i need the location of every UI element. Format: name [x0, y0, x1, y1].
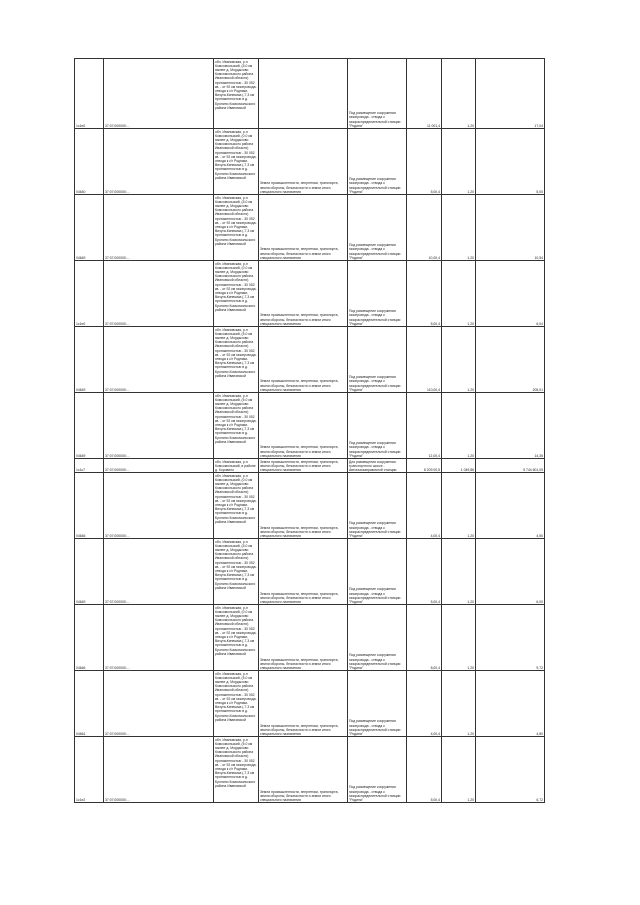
plot-id-cell-text: 04649 [76, 599, 86, 604]
permitted-use-cell-text: Под размещение сооружения газопровода - отвода к газораспределительной станции "Родина" [349, 375, 401, 392]
area-cell [407, 459, 442, 473]
area-cell-text: 5,00,4 [430, 321, 440, 326]
land-category-cell [259, 129, 348, 195]
area-cell-text: 11 001,4 [427, 123, 440, 128]
cadastral-number-cell-text: 37:07:000000:... [105, 189, 130, 194]
plot-id-cell [75, 473, 104, 539]
sum-cell-text: 10,54 [534, 255, 543, 260]
plot-id-cell-text: 04646 [76, 665, 86, 670]
land-category-cell [259, 671, 348, 737]
area-cell-text: 5,00,4 [430, 189, 440, 194]
cadastral-number-cell [104, 737, 214, 803]
land-category-cell [259, 473, 348, 539]
plot-id-cell [75, 459, 104, 473]
sum-cell-text: 4,80 [536, 731, 543, 736]
permitted-use-cell-text: Под размещение сооружения газопровода - отвода к газораспределительной станции "Родина" [349, 243, 401, 260]
land-category-cell-text: Земли промышленности, энергетики, транспорта, земли обороны, безопасности и земли иного специального назначения [260, 789, 339, 802]
land-category-cell-text: Земли промышленности, энергетики, транспорта, земли обороны, безопасности и земли иного специального назначения [260, 247, 339, 260]
area-cell [407, 605, 442, 671]
plot-id-cell-text: 1c1e2 [76, 797, 86, 802]
rate-cell [442, 605, 476, 671]
permitted-use-cell [348, 605, 407, 671]
sum-cell-text: 14,35 [534, 453, 543, 458]
land-category-cell-text: Земли промышленности, энергетики, транспорта, земли обороны, безопасности и земли иного специального назначения [260, 181, 339, 194]
land-category-cell-text: Земли промышленности, энергетики, транспорта, земли обороны, безопасности и земли иного специального назначения [260, 525, 339, 538]
cadastral-number-cell-text: 37:07:000000:... [105, 387, 130, 392]
permitted-use-cell-text: Под размещение сооружения газопровода - отвода к газораспределительной станции "Родина" [349, 309, 401, 326]
table-row [75, 129, 545, 195]
address-cell [214, 737, 259, 803]
land-category-cell-text: Земли промышленности, энергетики, транспорта, земли обороны, безопасности и земли иного специального назначения [260, 657, 339, 670]
table-row [75, 459, 545, 473]
permitted-use-cell [348, 473, 407, 539]
rate-cell-text: 1,20 [467, 387, 474, 392]
area-cell-text: 10,00,4 [428, 255, 440, 260]
cadastral-number-cell [104, 473, 214, 539]
permitted-use-cell-text: Для размещения сооружения транспортного шоссе - Автогазозаправочной станции [349, 459, 397, 472]
plot-id-cell [75, 59, 104, 129]
address-cell [214, 459, 259, 473]
address-cell [214, 605, 259, 671]
rate-cell-text: 1,20 [467, 189, 474, 194]
rate-cell [442, 473, 476, 539]
rate-cell-text: 1 049,86 [460, 467, 474, 472]
plot-id-cell [75, 539, 104, 605]
permitted-use-cell [348, 737, 407, 803]
address-cell-text: обл. Ивановская, р-н Комсомольский, (0.0 км южнее д. Мордыхово Комсомольского района Ивановской области) протяженностью - 30 052 кв. - от 92 км газопровода-отвода к с/г Родники-Вичуга-Кинешма (-7,3 км протяженностью в д. Бронино Комсомольского района Ивановской [215, 129, 257, 180]
rate-cell [442, 459, 476, 473]
rate-cell [442, 327, 476, 393]
area-cell-text: 4,00,4 [430, 533, 440, 538]
land-category-cell [259, 737, 348, 803]
plot-id-cell [75, 393, 104, 459]
area-cell-text: 12,00,4 [428, 453, 440, 458]
area-cell [407, 671, 442, 737]
table-row [75, 671, 545, 737]
permitted-use-cell [348, 393, 407, 459]
area-cell-text: 5,00,4 [430, 599, 440, 604]
rate-cell [442, 393, 476, 459]
table-row [75, 473, 545, 539]
land-category-cell-text: Земли промышленности, энергетики, транспорта, земли обороны, безопасности и земли иного специального назначения [260, 591, 339, 604]
rate-cell-text: 1,20 [467, 599, 474, 604]
cadastral-number-cell-text: 37:07:000000:... [105, 453, 130, 458]
area-cell [407, 59, 442, 129]
rate-cell [442, 195, 476, 261]
sum-cell [476, 195, 545, 261]
permitted-use-cell-text: Под размещение сооружения газопровода - отвода к газораспределительной станции "Родина" [349, 653, 401, 670]
cadastral-number-cell-text: 37:07:000000:... [105, 321, 130, 326]
table-row [75, 605, 545, 671]
land-category-cell [259, 605, 348, 671]
area-cell-text: 5,00,4 [430, 797, 440, 802]
area-cell-text: 8,00,4 [430, 665, 440, 670]
land-plots-table [74, 58, 545, 803]
rate-cell-text: 1,20 [467, 533, 474, 538]
permitted-use-cell [348, 539, 407, 605]
sum-cell-text: 4,50 [536, 533, 543, 538]
rate-cell [442, 59, 476, 129]
sum-cell [476, 393, 545, 459]
address-cell-text: обл. Ивановская, р-н Комсомольский, (5.0 км южнее д. Мордыхово Комсомольского района Ивановской области) протяженностью - 30 052 кв. - от 92 км газопровода-отвода к с/г Родники-Вичуга-Кинешма (-7,3 км протяженностью в д. Бронино Комсомольского района Ивановской [215, 393, 257, 444]
table-row [75, 261, 545, 327]
rate-cell-text: 1,20 [467, 255, 474, 260]
address-cell-text: обл. Ивановская, р-н Комсомольский, (0.0 км южнее д. Мордыхово Комсомольского района Ивановской области) протяженностью - 30 052 кв. - от 92 км газопровода-отвода к с/г Родники-Вичуга-Кинешма (-7,3 км протяженностью в д. Бронино Комсомольского района Ивановской [215, 473, 257, 524]
address-cell [214, 129, 259, 195]
cadastral-number-cell [104, 539, 214, 605]
land-category-cell [259, 195, 348, 261]
sum-cell-text: 5,00 [536, 189, 543, 194]
permitted-use-cell-text: Под размещение сооружения газопровода - отвода к газораспределительной станции "Родина" [349, 441, 401, 458]
cadastral-number-cell [104, 195, 214, 261]
address-cell-text: обл. Ивановская, р-н Комсомольский, (5.0 км южнее д. Мордыхово Комсомольского района Ивановской области) протяженностью - 30 052 кв. - от 92 км газопровода-отвода к с/г Родники-Вичуга-Кинешма (-7,3 км протяженностью в д. Бронино Комсомольского района Ивановской [215, 671, 257, 722]
permitted-use-cell-text: Под размещение сооружения газопровода - отвода к газораспределительной станции "Родина" [349, 587, 401, 604]
permitted-use-cell [348, 459, 407, 473]
cadastral-number-cell [104, 393, 214, 459]
rate-cell [442, 129, 476, 195]
plot-id-cell-text: 1c1e0 [76, 123, 86, 128]
sum-cell [476, 605, 545, 671]
address-cell [214, 393, 259, 459]
address-cell-text: обл. Ивановская, р-н Комсомольский, (5.0 км южнее д. Мордыхово Комсомольского района Ивановской области) протяженностью - 30 052 кв. - от 92 км газопровода-отвода к с/г Родники-Вичуга-Кинешма (-7,3 км протяженностью в д. Бронино Комсомольского района Ивановской [215, 539, 257, 590]
cadastral-number-cell-text: 37:07:000000:... [105, 123, 130, 128]
address-cell-text: обл. Ивановская, р-н Комсомольский, (0.0 км южнее д. Мордыхово Комсомольского района Ивановской области) протяженностью - 30 052 кв. - от 92 км газопровода-отвода к с/г Родники-Вичуга-Кинешма (-7,3 км протяженностью в д. Бронино Комсомольского района Ивановской [215, 261, 257, 312]
sum-cell [476, 261, 545, 327]
plot-id-cell-text: 1c1e0 [76, 321, 86, 326]
permitted-use-cell-text: Под размещение сооружения газопровода - отвода к газораспределительной станции "Родина" [349, 785, 401, 802]
sum-cell-text: 9,72 [536, 665, 543, 670]
address-cell-text: обл. Ивановская, р-н Комсомольский, (0.0 км южнее д. Мордыхово Комсомольского района Ивановской области) протяженностью - 30 052 кв. - от 92 км газопровода-отвода к с/г Родники-Вичуга-Кинешма (-7,3 км протяженностью в д. Бронино Комсомольского района Ивановской [215, 605, 257, 656]
plot-id-cell-text: 04640 [76, 189, 86, 194]
plot-id-cell [75, 737, 104, 803]
land-category-cell [259, 327, 348, 393]
cadastral-number-cell-text: 37:07:000000:... [105, 255, 130, 260]
sum-cell [476, 327, 545, 393]
permitted-use-cell [348, 129, 407, 195]
rate-cell-text: 1,20 [467, 123, 474, 128]
permitted-use-cell [348, 261, 407, 327]
address-cell [214, 539, 259, 605]
table-row [75, 327, 545, 393]
rate-cell [442, 539, 476, 605]
land-category-cell [259, 261, 348, 327]
plot-id-cell [75, 327, 104, 393]
sum-cell-text: 17,04 [534, 123, 543, 128]
rate-cell [442, 737, 476, 803]
land-category-cell [259, 459, 348, 473]
sum-cell-text: 6,00 [536, 599, 543, 604]
area-cell [407, 261, 442, 327]
rate-cell [442, 261, 476, 327]
land-category-cell-text: Земли промышленности, энергетики, транспорта, земли обороны, безопасности и земли иного специального назначения [260, 445, 339, 458]
address-cell-text: обл. Ивановская, р-н Комсомольский, (5.0 км южнее д. Мордыхово Комсомольского района Ивановской области) протяженностью - 30 052 кв. - от 92 км газопровода-отвода к с/г Родники-Вичуга-Кинешма (-7,3 км протяженностью в д. Бронино Комсомольского района Ивановской [215, 59, 257, 110]
rate-cell-text: 1,20 [467, 665, 474, 670]
sum-cell [476, 59, 545, 129]
sum-cell-text: 6,04 [536, 321, 543, 326]
plot-id-cell-text: 04649 [76, 387, 86, 392]
address-cell [214, 327, 259, 393]
cadastral-number-cell [104, 605, 214, 671]
land-category-cell [259, 393, 348, 459]
area-cell [407, 473, 442, 539]
land-category-cell-text: Земли промышленности, энергетики, транспорта, земли обороны, безопасности и земли иного специального назначения [260, 723, 339, 736]
table-row [75, 195, 545, 261]
address-cell [214, 261, 259, 327]
cadastral-number-cell [104, 59, 214, 129]
address-cell-text: обл. Ивановская, р-н Комсомольский, в районе д. Коровино [215, 459, 256, 472]
cadastral-number-cell-text: 37:07:000000:... [105, 797, 130, 802]
cadastral-number-cell [104, 459, 214, 473]
area-cell-text: 110,00,4 [427, 387, 440, 392]
address-cell-text: обл. Ивановская, р-н Комсомольский, (5.0 км южнее д. Мордыхово Комсомольского района Ивановской области) протяженностью - 30 052 кв. - от 92 км газопровода-отвода к с/г Родники-Вичуга-Кинешма (-7,3 км протяженностью в д. Бронино Комсомольского района Ивановской [215, 327, 257, 378]
address-cell-text: обл. Ивановская, р-н Комсомольский, (5.0 км южнее д. Мордыхово Комсомольского района Ивановской области) протяженностью - 30 052 кв. - от 92 км газопровода-отвода к с/г Родники-Вичуга-Кинешма (-7,3 км протяженностью в д. Бронино Комсомольского района Ивановской [215, 737, 257, 788]
cadastral-number-cell-text: 37:07:000000:... [105, 533, 130, 538]
plot-id-cell [75, 195, 104, 261]
area-cell [407, 129, 442, 195]
permitted-use-cell-text: Под размещение сооружения газопровода - отвода к газораспределительной станции "Родина" [349, 111, 401, 128]
land-category-cell-text: Земли промышленности, энергетики, транспорта, земли обороны, безопасности и земли иного специального назначения [260, 459, 339, 472]
address-cell [214, 473, 259, 539]
cadastral-number-cell-text: 37:07:000000:... [105, 467, 130, 472]
permitted-use-cell-text: Под размещение сооружения газопровода - отвода к газораспределительной станции "Родина" [349, 719, 401, 736]
rate-cell-text: 1,20 [467, 797, 474, 802]
area-cell-text: 8 209 00,5 [423, 467, 440, 472]
rate-cell [442, 671, 476, 737]
land-category-cell [259, 59, 348, 129]
cadastral-number-cell-text: 37:07:000000:... [105, 731, 130, 736]
permitted-use-cell-text: Под размещение сооружения газопровода - отвода к газораспределительной станции "Родина" [349, 521, 401, 538]
table-row [75, 737, 545, 803]
plot-id-cell-text: 04649 [76, 255, 86, 260]
address-cell-text: обл. Ивановская, р-н Комсомольский, (5.0 км южнее д. Мордыхово Комсомольского района Ивановской области) протяженностью - 30 052 кв. - от 92 км газопровода-отвода к с/г Родники-Вичуга-Кинешма (-7,3 км протяженностью в д. Бронино Комсомольского района Ивановской [215, 195, 257, 246]
cadastral-number-cell [104, 327, 214, 393]
sum-cell-text: 5 744 601,05 [523, 467, 543, 472]
permitted-use-cell [348, 671, 407, 737]
sum-cell [476, 473, 545, 539]
plot-id-cell [75, 261, 104, 327]
table-row [75, 59, 545, 129]
sum-cell [476, 737, 545, 803]
cadastral-number-cell [104, 129, 214, 195]
area-cell [407, 195, 442, 261]
plot-id-cell-text: 04646 [76, 533, 86, 538]
plot-id-cell-text: 1c1c7 [76, 467, 86, 472]
sum-cell [476, 459, 545, 473]
land-category-cell [259, 539, 348, 605]
address-cell [214, 195, 259, 261]
permitted-use-cell [348, 327, 407, 393]
area-cell [407, 737, 442, 803]
cadastral-number-cell-text: 37:07:000000:... [105, 599, 130, 604]
land-category-cell-text: Земли промышленности, энергетики, транспорта, земли обороны, безопасности и земли иного специального назначения [260, 313, 339, 326]
area-cell [407, 327, 442, 393]
cadastral-number-cell [104, 261, 214, 327]
rate-cell-text: 1,20 [467, 731, 474, 736]
address-cell [214, 59, 259, 129]
permitted-use-cell-text: Под размещение сооружения газопровода - отвода к газораспределительной станции "Родина" [349, 177, 401, 194]
sum-cell-text: 205,01 [532, 387, 543, 392]
cadastral-number-cell-text: 37:07:000000:... [105, 665, 130, 670]
address-cell [214, 671, 259, 737]
sum-cell [476, 671, 545, 737]
permitted-use-cell [348, 59, 407, 129]
table-row [75, 393, 545, 459]
area-cell [407, 393, 442, 459]
cadastral-number-cell [104, 671, 214, 737]
rate-cell-text: 1,20 [467, 453, 474, 458]
land-category-cell-text: Земли промышленности, энергетики, транспорта, земли обороны, безопасности и земли иного специального назначения [260, 379, 339, 392]
sum-cell [476, 539, 545, 605]
rate-cell-text: 1,20 [467, 321, 474, 326]
table-row [75, 539, 545, 605]
plot-id-cell-text: 04661 [76, 731, 86, 736]
plot-id-cell [75, 129, 104, 195]
area-cell-text: 4,00,4 [430, 731, 440, 736]
permitted-use-cell [348, 195, 407, 261]
sum-cell [476, 129, 545, 195]
plot-id-cell-text: 04649 [76, 453, 86, 458]
sum-cell-text: 6,72 [536, 797, 543, 802]
plot-id-cell [75, 671, 104, 737]
plot-id-cell [75, 605, 104, 671]
area-cell [407, 539, 442, 605]
